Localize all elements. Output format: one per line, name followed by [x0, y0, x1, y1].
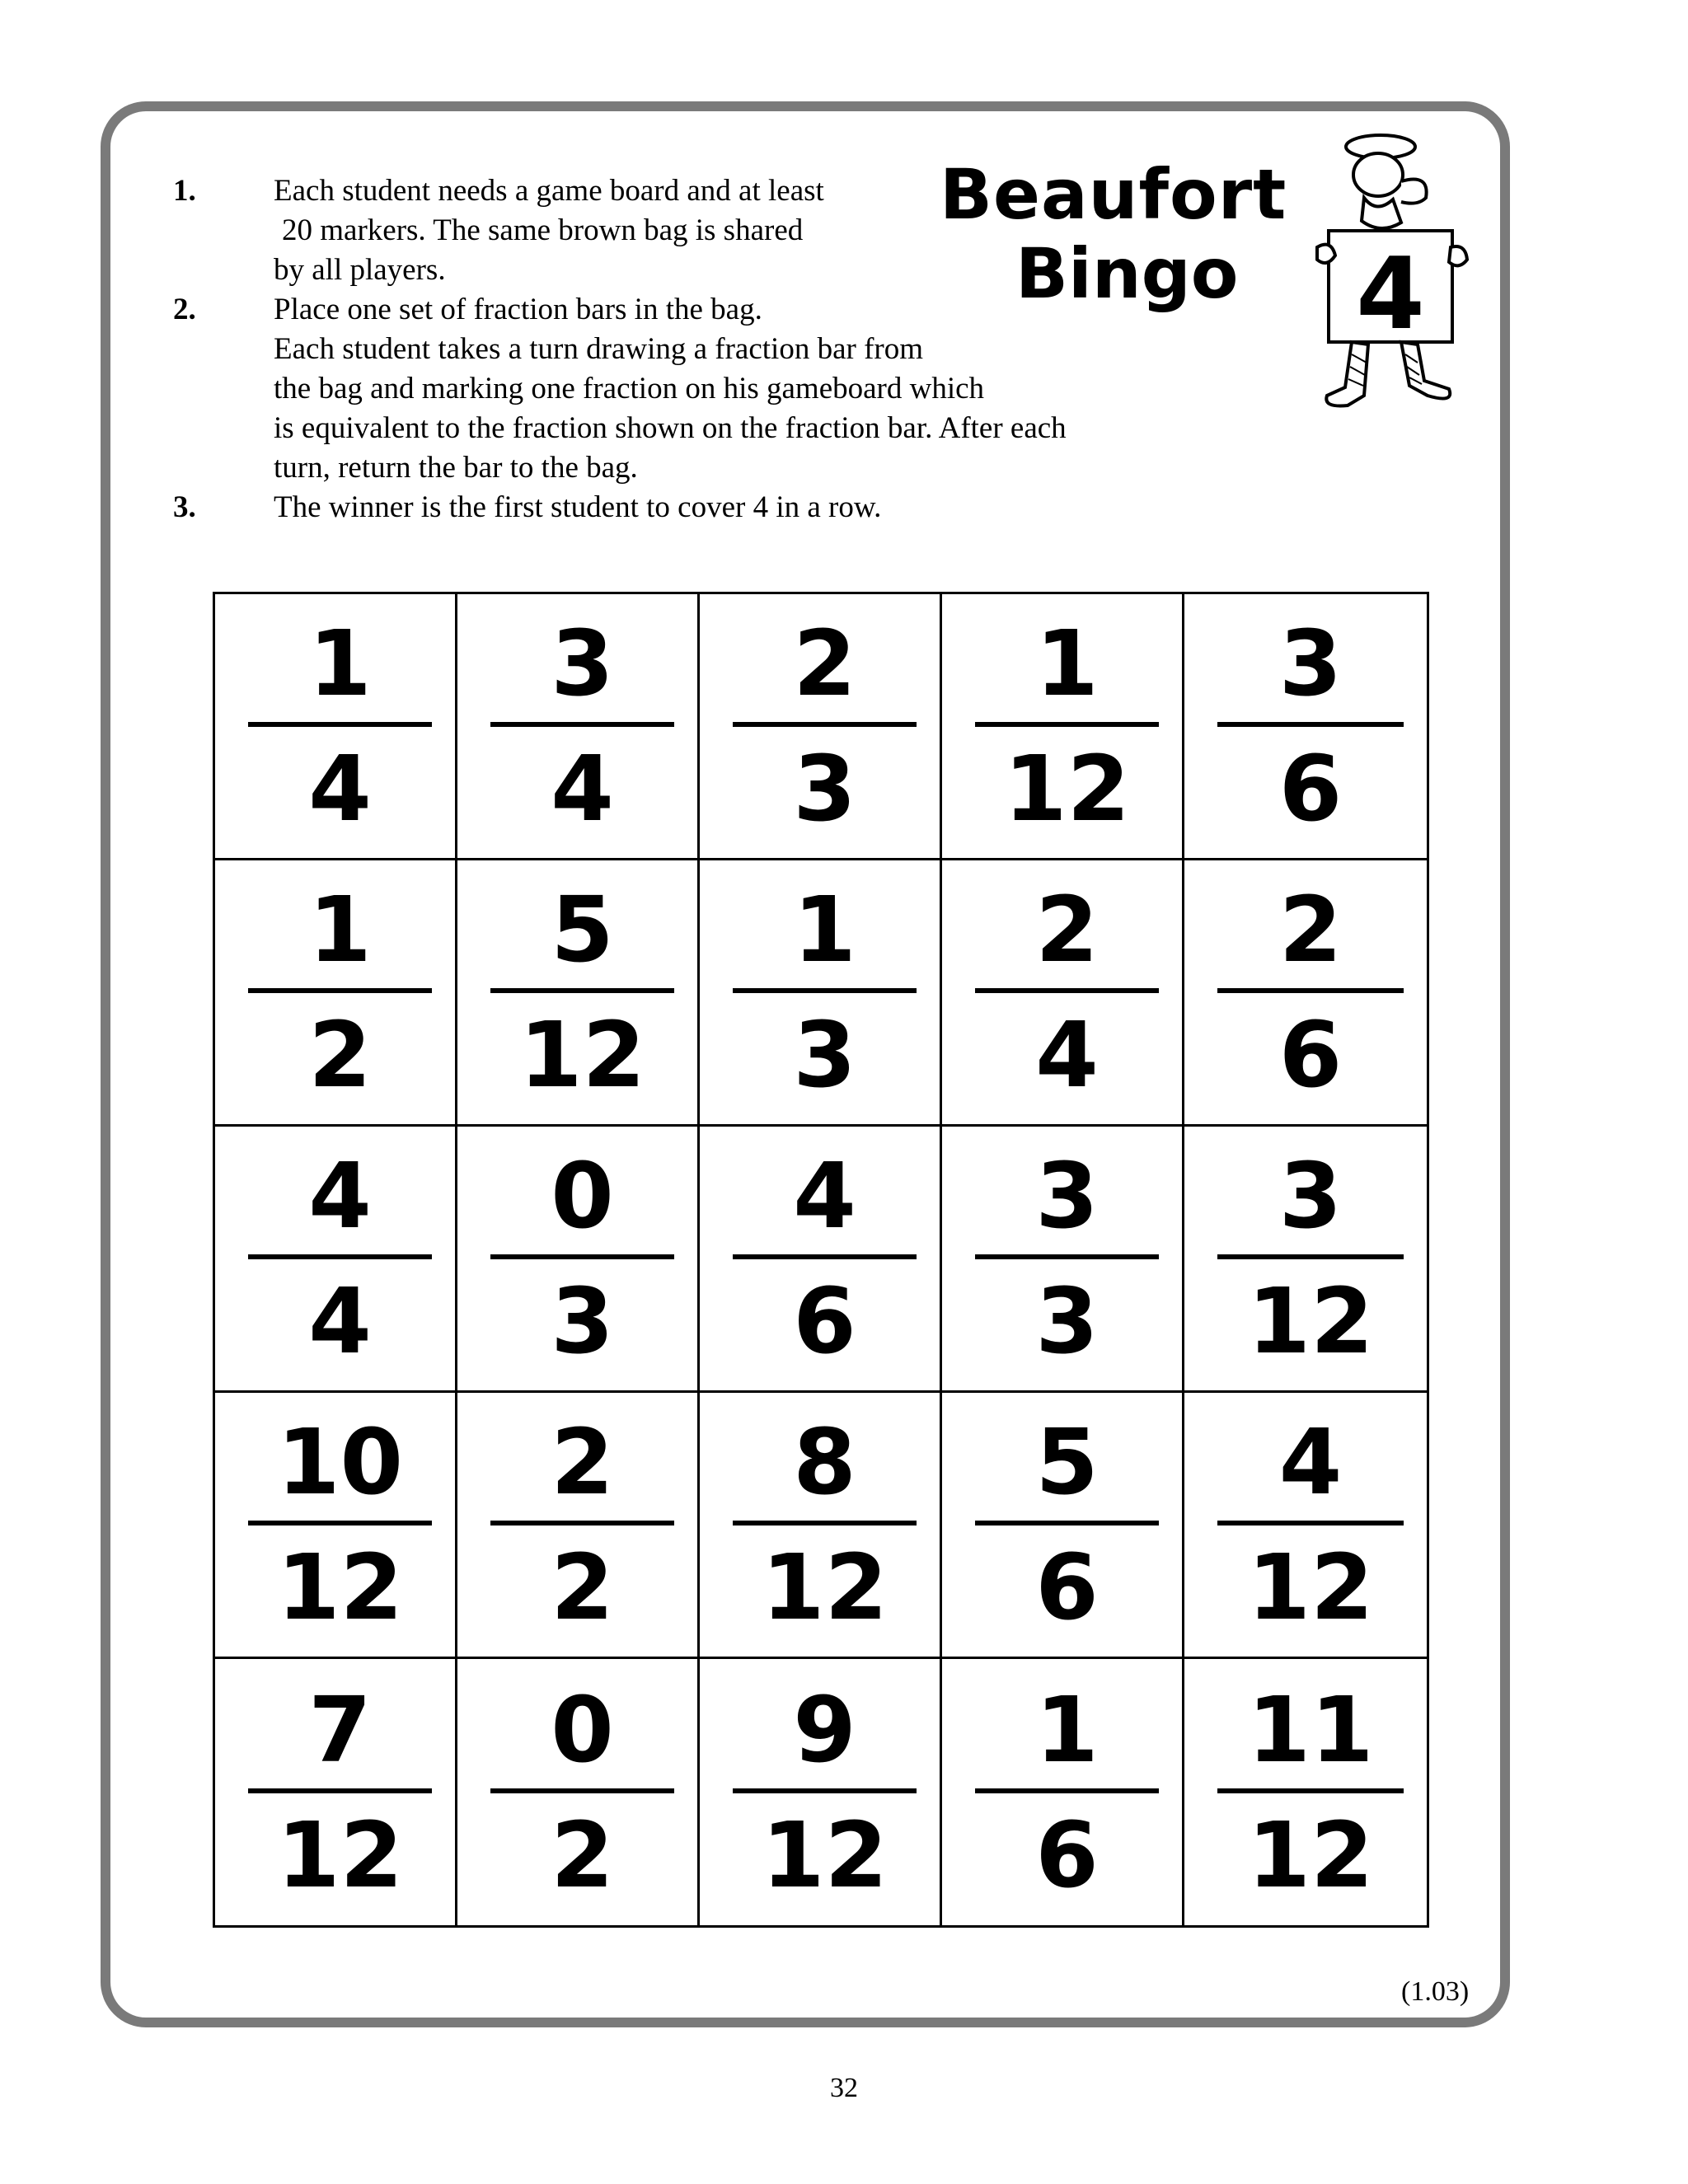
game-title — [940, 155, 1343, 313]
numerator: 3 — [551, 611, 614, 716]
numerator: 2 — [1035, 877, 1099, 982]
bingo-cell[interactable] — [1184, 860, 1427, 1127]
bingo-cell[interactable] — [215, 1127, 457, 1393]
denominator: 4 — [551, 736, 614, 841]
bingo-cell[interactable] — [942, 1127, 1184, 1393]
fraction-bar — [975, 988, 1159, 993]
bingo-cell[interactable] — [1184, 1393, 1427, 1659]
bingo-cell[interactable] — [942, 860, 1184, 1127]
numerator: 1 — [1035, 611, 1099, 716]
fraction-bar — [733, 1788, 917, 1793]
denominator: 12 — [276, 1802, 404, 1908]
numerator: 1 — [308, 877, 372, 982]
fraction-bar — [1217, 1521, 1404, 1526]
title-line-1: Beaufort — [940, 154, 1287, 235]
numerator: 3 — [1278, 1143, 1343, 1249]
fraction-bar — [490, 1521, 674, 1526]
numerator: 1 — [1035, 1676, 1099, 1783]
instruction-line: 20 markers. The same brown bag is shared — [282, 213, 804, 247]
denominator: 6 — [1278, 1002, 1343, 1108]
fraction-bar — [975, 1788, 1159, 1793]
fraction-bar — [248, 1521, 432, 1526]
step-number: 3. — [173, 490, 196, 524]
denominator: 12 — [518, 1002, 646, 1108]
mascot-illustration — [1286, 124, 1475, 420]
numerator: 11 — [1247, 1676, 1374, 1783]
bingo-cell[interactable] — [942, 1659, 1184, 1925]
instruction-line: the bag and marking one fraction on his gameboard which — [274, 372, 985, 405]
fraction-bar — [248, 722, 432, 727]
bingo-cell[interactable] — [700, 1659, 942, 1925]
fraction-bar — [248, 1254, 432, 1259]
numerator: 3 — [1278, 611, 1343, 716]
instruction-line: by all players. — [274, 253, 446, 287]
denominator: 3 — [793, 736, 856, 841]
fraction-bar — [490, 1788, 674, 1793]
bingo-cell[interactable] — [942, 594, 1184, 860]
bingo-cell[interactable] — [457, 594, 700, 860]
instruction-step-2 — [173, 290, 1212, 488]
denominator: 4 — [308, 1268, 372, 1374]
numerator: 2 — [1278, 877, 1343, 982]
instruction-line: Place one set of fraction bars in the bag. — [274, 293, 762, 326]
numerator: 2 — [793, 611, 856, 716]
numerator: 4 — [308, 1143, 372, 1249]
numerator: 5 — [1035, 1409, 1099, 1515]
denominator: 6 — [1278, 736, 1343, 841]
bingo-cell[interactable] — [457, 1127, 700, 1393]
fraction-bar — [490, 722, 674, 727]
fraction-bar — [733, 988, 917, 993]
denominator: 2 — [551, 1802, 614, 1908]
denominator: 12 — [1003, 736, 1131, 841]
bingo-cell[interactable] — [457, 1393, 700, 1659]
denominator: 3 — [1035, 1268, 1099, 1374]
numerator: 9 — [793, 1676, 856, 1783]
fraction-bar — [1217, 1254, 1404, 1259]
numerator: 2 — [551, 1409, 614, 1515]
page-number: 32 — [830, 2073, 858, 2103]
instruction-line: is equivalent to the fraction shown on the fraction bar. After each — [274, 411, 1067, 445]
fraction-bar — [733, 1521, 917, 1526]
bingo-cell[interactable] — [215, 594, 457, 860]
bingo-cell[interactable] — [1184, 1659, 1427, 1925]
fraction-bar — [490, 1254, 674, 1259]
bingo-cell[interactable] — [215, 860, 457, 1127]
numerator: 3 — [1035, 1143, 1099, 1249]
step-number: 2. — [173, 293, 196, 326]
bingo-cell[interactable] — [700, 860, 942, 1127]
fraction-bar — [1217, 722, 1404, 727]
fraction-bar — [490, 988, 674, 993]
title-line-2: Bingo — [1015, 233, 1239, 314]
denominator: 12 — [761, 1535, 889, 1640]
denominator: 2 — [551, 1535, 614, 1640]
instruction-line: turn, return the bar to the bag. — [274, 451, 638, 485]
bingo-cell[interactable] — [700, 594, 942, 860]
fraction-bar — [1217, 988, 1404, 993]
bingo-cell[interactable] — [942, 1393, 1184, 1659]
denominator: 3 — [551, 1268, 614, 1374]
numerator: 0 — [551, 1143, 614, 1249]
numerator: 4 — [793, 1143, 856, 1249]
denominator: 6 — [1035, 1535, 1099, 1640]
instruction-line: Each student needs a game board and at least — [274, 174, 824, 208]
fraction-bar — [975, 722, 1159, 727]
version-label: (1.03) — [1401, 1976, 1470, 2007]
sign-number: 4 — [1356, 237, 1425, 352]
bingo-cell[interactable] — [700, 1393, 942, 1659]
step-number: 1. — [173, 174, 196, 208]
fraction-bar — [248, 988, 432, 993]
fraction-bar — [975, 1254, 1159, 1259]
denominator: 12 — [1247, 1268, 1374, 1374]
fraction-bar — [733, 1254, 917, 1259]
numerator: 0 — [551, 1676, 614, 1783]
numerator: 10 — [276, 1409, 404, 1515]
bingo-cell[interactable] — [1184, 1127, 1427, 1393]
numerator: 4 — [1278, 1409, 1343, 1515]
fraction-bar — [248, 1788, 432, 1793]
denominator: 6 — [793, 1268, 856, 1374]
bingo-cell[interactable] — [215, 1393, 457, 1659]
denominator: 6 — [1035, 1802, 1099, 1908]
instruction-line: Each student takes a turn drawing a fraction bar from — [274, 332, 924, 366]
denominator: 12 — [1247, 1535, 1374, 1640]
denominator: 12 — [276, 1535, 404, 1640]
denominator: 2 — [308, 1002, 372, 1108]
bingo-cell[interactable] — [1184, 594, 1427, 860]
denominator: 4 — [1035, 1002, 1099, 1108]
bingo-cell[interactable] — [700, 1127, 942, 1393]
fraction-bar — [733, 722, 917, 727]
bingo-cell[interactable] — [457, 860, 700, 1127]
denominator: 12 — [761, 1802, 889, 1908]
bingo-cell[interactable] — [215, 1659, 457, 1925]
numerator: 1 — [793, 877, 856, 982]
fraction-bar — [1217, 1788, 1404, 1793]
denominator: 3 — [793, 1002, 856, 1108]
instruction-step-3 — [173, 488, 1212, 527]
instruction-line: The winner is the first student to cover 4 in a row. — [274, 490, 882, 524]
numerator: 8 — [793, 1409, 856, 1515]
denominator: 4 — [308, 736, 372, 841]
denominator: 12 — [1247, 1802, 1374, 1908]
fraction-bar — [975, 1521, 1159, 1526]
bingo-cell[interactable] — [457, 1659, 700, 1925]
numerator: 7 — [308, 1676, 372, 1783]
numerator: 5 — [551, 877, 614, 982]
numerator: 1 — [308, 611, 372, 716]
bingo-board — [213, 592, 1429, 1928]
